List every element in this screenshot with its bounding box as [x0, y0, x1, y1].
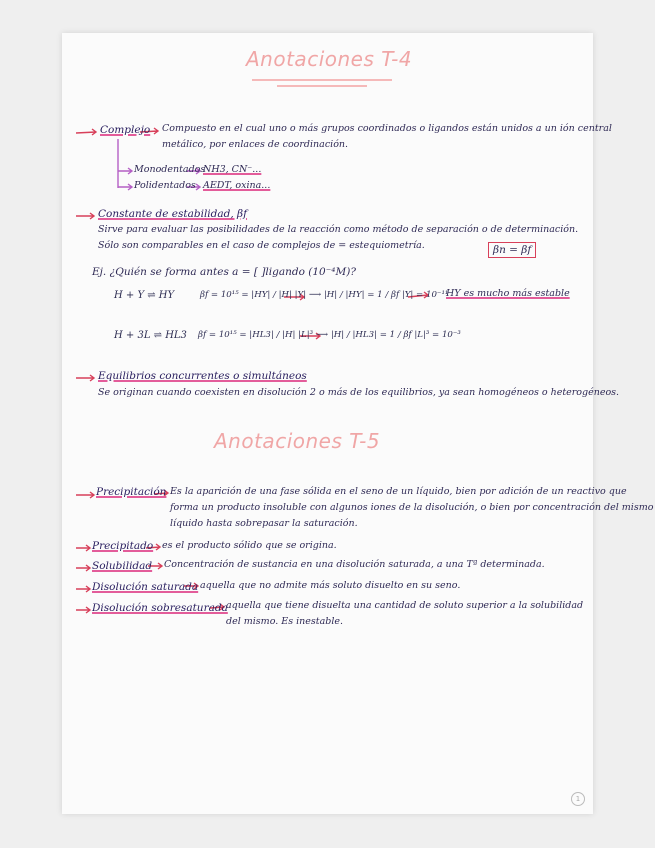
term-equilibrios: Equilibrios concurrentes o simultáneos [98, 370, 307, 382]
precipitado-definition: es el producto sólido que se origina. [162, 540, 337, 551]
polidentados-label: Polidentados [134, 180, 196, 191]
term-constante-estabilidad: Constante de estabilidad, βf [98, 208, 248, 220]
equation1-conclusion: HY es mucho más estable [446, 288, 570, 299]
boxed-beta-formula: βn = βf [488, 242, 536, 258]
complejo-definition-line1: Compuesto en el cual uno o más grupos coordinados o ligandos están unidos a un ión central [162, 123, 612, 134]
title-underline [252, 79, 392, 81]
term-precipitado: Precipitado [92, 540, 154, 552]
complejo-definition-line2: metálico, por enlaces de coordinación. [162, 139, 349, 150]
equilibrios-line1: Se originan cuando coexisten en disolución 2 o más de los equilibrios, ya sean homogéneos o heterogéneos. [98, 387, 620, 398]
equation2-formula: βf = 10¹⁵ = |HL3| / |H| |L|³ ⟶ |H| / |HL3| = 1 / βf |L|³ = 10⁻³ [198, 330, 461, 340]
polidentados-examples: AEDT, oxina... [203, 180, 271, 191]
page-title-t5: Anotaciones T-5 [214, 429, 381, 453]
monodentados-label: Monodentados [134, 164, 206, 175]
sobresaturada-line2: del mismo. Es inestable. [226, 616, 344, 627]
term-disolucion-saturada: Disolución saturada [92, 581, 199, 593]
equation2-reaction: H + 3L ⇌ HL3 [114, 330, 187, 341]
term-precipitacion: Precipitación [96, 486, 167, 498]
estabilidad-line2: Sólo son comparables en el caso de complejos de = estequiometría. [98, 240, 425, 251]
saturada-definition: aquella que no admite más soluto disuelto en su seno. [200, 580, 461, 591]
title-underline [277, 85, 367, 87]
equation1-reaction: H + Y ⇌ HY [114, 290, 175, 301]
page-title-t4: Anotaciones T-4 [246, 47, 413, 71]
precipitacion-line3: líquido hasta sobrepasar la saturación. [170, 518, 358, 529]
estabilidad-line1: Sirve para evaluar las posibilidades de la reacción como método de separación o de determinación. [98, 224, 579, 235]
precipitacion-line1: Es la aparición de una fase sólida en el seno de un líquido, bien por adición de un reactivo que [170, 486, 627, 497]
page-number: 1 [571, 792, 585, 806]
monodentados-examples: NH3, CN⁻... [203, 164, 262, 175]
term-complejo: Complejo [100, 124, 151, 136]
example-question: Ej. ¿Quién se forma antes a = [ ]ligando (10⁻⁴M)? [92, 266, 356, 278]
term-disolucion-sobresaturada: Disolución sobresaturada [92, 602, 228, 614]
handwritten-arrows [62, 33, 593, 814]
notebook-page [62, 33, 654, 814]
solubilidad-definition: Concentración de sustancia en una disolución saturada, a una Tª determinada. [164, 559, 545, 570]
sobresaturada-line1: aquella que tiene disuelta una cantidad de soluto superior a la solubilidad [226, 600, 584, 611]
term-solubilidad: Solubilidad [92, 560, 153, 572]
equation1-formula: βf = 10¹⁵ = |HY| / |H| |Y| ⟶ |H| / |HY| = 1 / βf |Y| = 10⁻¹¹ [200, 290, 449, 300]
precipitacion-line2: forma un producto insoluble con algunos iones de la disolución, o bien por concentración del mismo [170, 502, 654, 513]
